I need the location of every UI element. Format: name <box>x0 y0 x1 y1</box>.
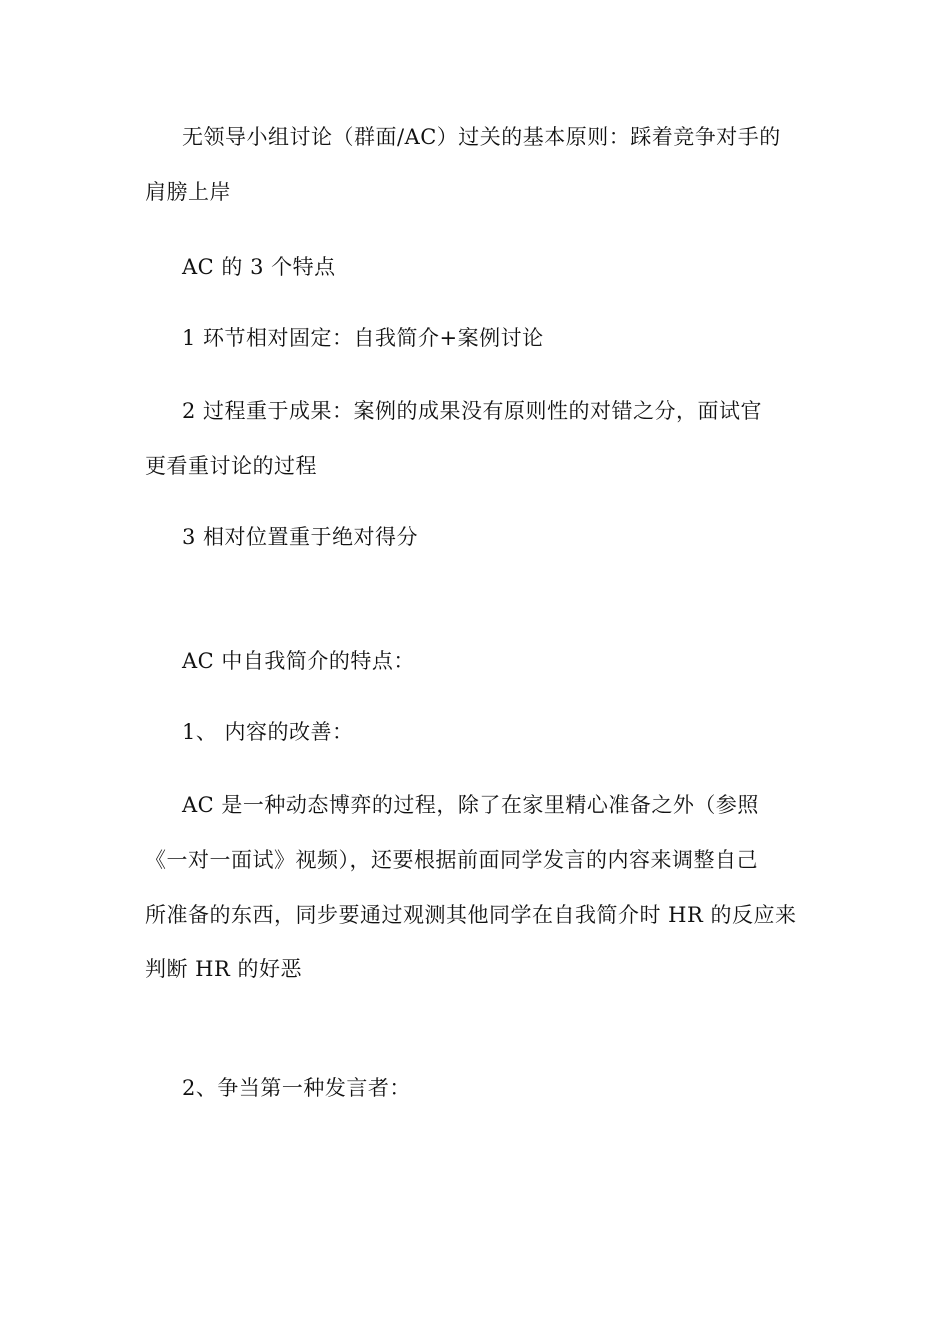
list-item-2-line-1: 2 过程重于成果：案例的成果没有原则性的对错之分，面试官 <box>182 399 763 423</box>
paragraph-principle-line-1: 无领导小组讨论（群面/AC）过关的基本原则：踩着竞争对手的 <box>182 125 781 149</box>
paragraph-principle-line-2: 肩膀上岸 <box>145 180 231 204</box>
list-item-3: 3 相对位置重于绝对得分 <box>182 525 419 549</box>
paragraph-dynamic-line-4: 判断 HR 的好恶 <box>145 957 302 981</box>
paragraph-dynamic-line-1: AC 是一种动态博弈的过程，除了在家里精心准备之外（参照 <box>182 793 759 817</box>
heading-ac-features: AC 的 3 个特点 <box>182 255 336 279</box>
heading-self-intro-features: AC 中自我简介的特点： <box>182 649 415 673</box>
subheading-content-improvement: 1、 内容的改善： <box>182 720 354 744</box>
subheading-first-speaker: 2、争当第一种发言者： <box>182 1076 411 1100</box>
list-item-1: 1 环节相对固定：自我简介+案例讨论 <box>182 326 544 350</box>
list-item-2-line-2: 更看重讨论的过程 <box>145 454 317 478</box>
paragraph-dynamic-line-2: 《一对一面试》视频），还要根据前面同学发言的内容来调整自己 <box>145 848 758 872</box>
paragraph-dynamic-line-3: 所准备的东西，同步要通过观测其他同学在自我简介时 HR 的反应来 <box>145 903 797 927</box>
